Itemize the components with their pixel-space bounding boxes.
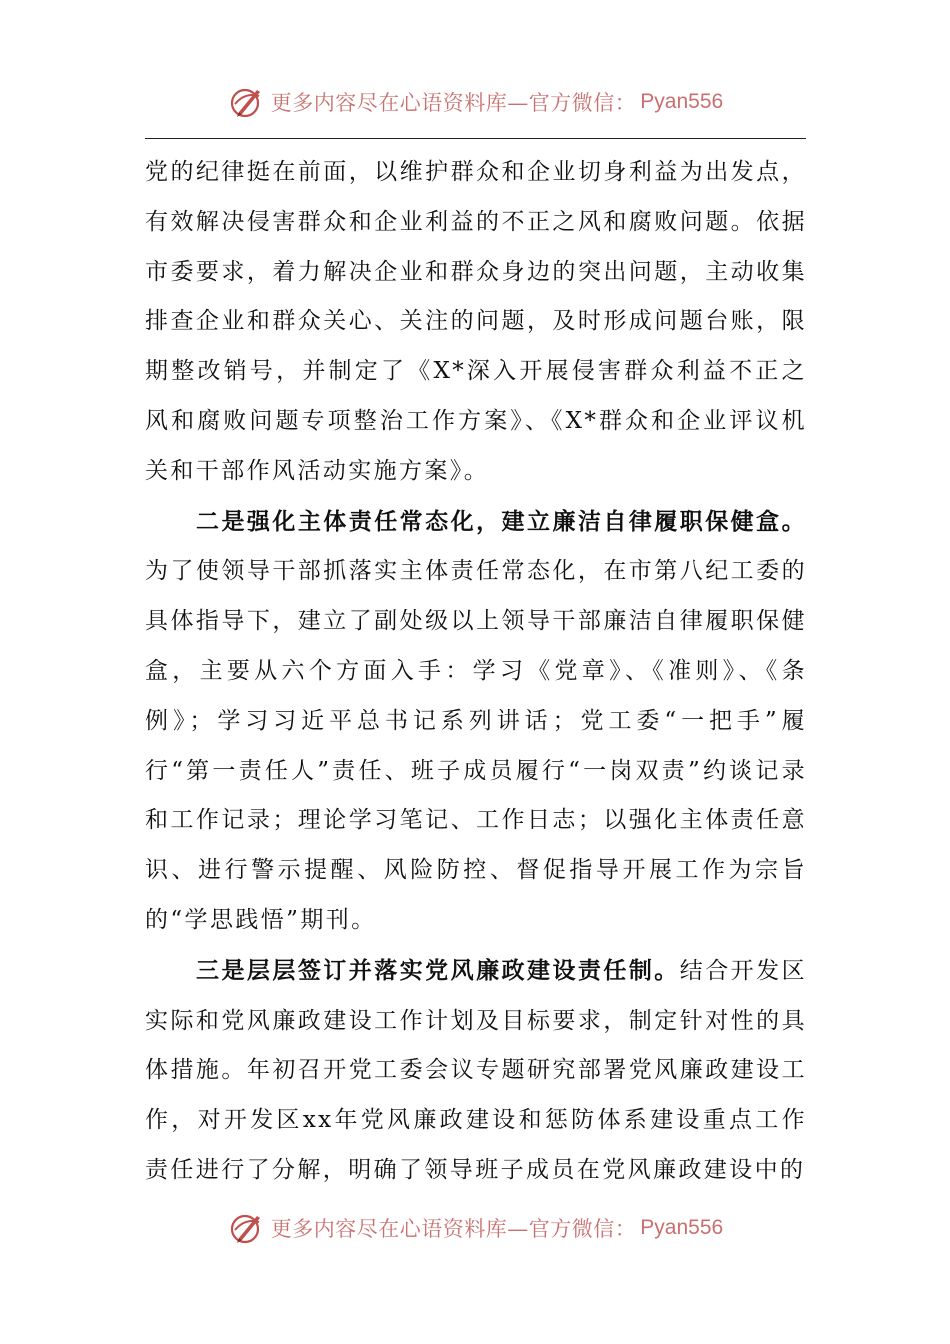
pen-logo-icon [227,82,267,122]
document-body [145,148,807,1196]
footer-wechat-id: Pyan556 [640,1216,724,1239]
footer-banner [0,1206,950,1250]
paragraph-2-heading: 二是强化主体责任常态化，建立廉洁自律履职保健盒。 [196,507,807,535]
paragraph-3-heading: 三是层层签订并落实党风廉政建设责任制。 [196,956,680,984]
pen-logo-icon [227,1208,267,1248]
paragraph-3-text: 结合开发区实际和党风廉政建设工作计划及目标要求，制定针对性的具体措施。年初召开党工委会议专题研究部署党风廉政建设工作，对开发区xx年党风廉政建设和惩防体系建设重点工作责任进行了分解，明确了领导班子成员在党风廉政建设中的 [145,957,807,1183]
banner-text: 更多内容尽在心语资料库—官方微信： [270,91,637,115]
paragraph-2-text: 为了使领导干部抓落实主体责任常态化，在市第八纪工委的具体指导下，建立了副处级以上领导干部廉洁自律履职保健盒，主要从六个方面入手：学习《党章》、《准则》、《条例》；学习习近平总书记系列讲话；党工委“一把手”履行“第一责任人”责任、班子成员履行“一岗双责”约谈记录和工作记录；理论学习笔记、工作日志；以强化主体责任意识、进行警示提醒、风险防控、督促指导开展工作为宗旨的“学思践悟”期刊。 [145,558,807,933]
paragraph-1-text: 党的纪律挺在前面，以维护群众和企业切身利益为出发点，有效解决侵害群众和企业利益的不正之风和腐败问题。依据市委要求，着力解决企业和群众身边的突出问题，主动收集排查企业和群众关心、关注的问题，及时形成问题台账，限期整改销号，并制定了《X*深入开展侵害群众利益不正之风和腐败问题专项整治工作方案》、《X*群众和企业评议机关和干部作风活动实施方案》。 [145,159,807,484]
header-banner [0,80,950,124]
paragraph-3 [145,946,807,1196]
header-divider [145,138,806,139]
paragraph-1 [145,148,807,497]
footer-banner-text: 更多内容尽在心语资料库—官方微信： [270,1217,637,1241]
paragraph-2 [145,497,807,946]
banner-wechat-id: Pyan556 [640,90,724,113]
